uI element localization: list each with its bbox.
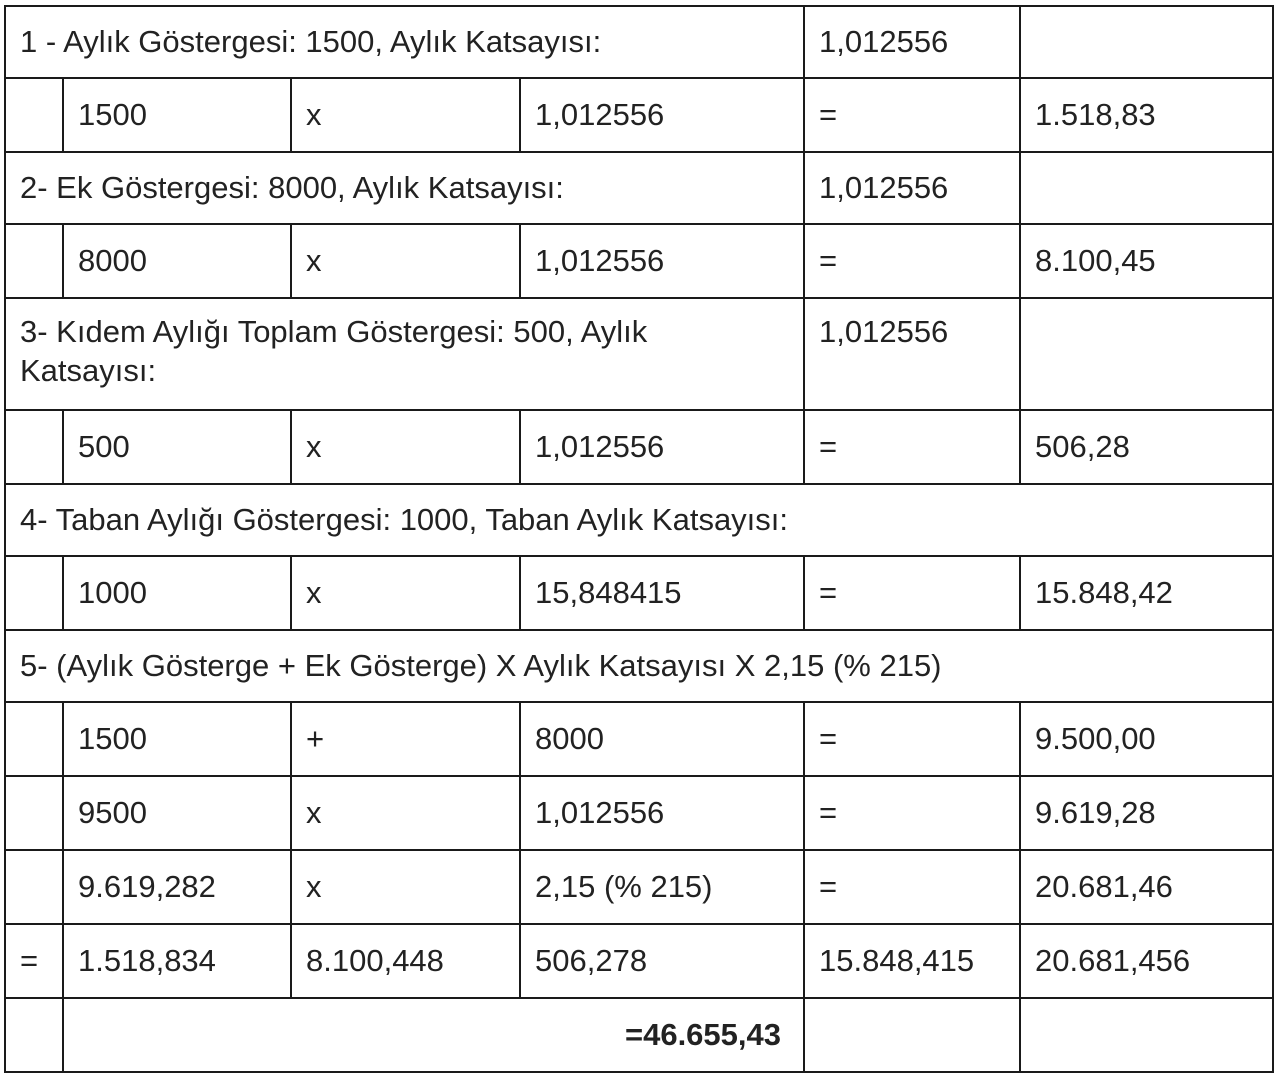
- section-2-coefficient: 1,012556: [804, 152, 1020, 224]
- empty-cell: [1020, 998, 1273, 1072]
- empty-cell: [1020, 298, 1273, 410]
- equals-sign: =: [804, 702, 1020, 776]
- empty-cell: [5, 702, 63, 776]
- section-2-title: 2- Ek Göstergesi: 8000, Aylık Katsayısı:: [5, 152, 804, 224]
- section-5-title: 5- (Aylık Gösterge + Ek Gösterge) X Aylık Katsayısı X 2,15 (% 215): [5, 630, 1273, 702]
- sum-value-2: 8.100,448: [291, 924, 520, 998]
- operand-b: 1,012556: [520, 776, 804, 850]
- result: 506,28: [1020, 410, 1273, 484]
- equals-sign: =: [804, 850, 1020, 924]
- empty-cell: [5, 556, 63, 630]
- empty-cell: [5, 850, 63, 924]
- empty-cell: [5, 998, 63, 1072]
- operand-b: 15,848415: [520, 556, 804, 630]
- result: 9.500,00: [1020, 702, 1273, 776]
- operator: +: [291, 702, 520, 776]
- section-4-header-row: [5, 484, 1273, 556]
- operand-a: 8000: [63, 224, 291, 298]
- sum-value-5: 20.681,456: [1020, 924, 1273, 998]
- sum-value-4: 15.848,415: [804, 924, 1020, 998]
- operator: x: [291, 776, 520, 850]
- operand-a: 1500: [63, 702, 291, 776]
- table-row: [5, 224, 1273, 298]
- table-row: [5, 850, 1273, 924]
- equals-sign: =: [804, 410, 1020, 484]
- sum-row: [5, 924, 1273, 998]
- table-row: [5, 776, 1273, 850]
- section-1-title: 1 - Aylık Göstergesi: 1500, Aylık Katsayısı:: [5, 6, 804, 78]
- operator: x: [291, 850, 520, 924]
- empty-cell: [5, 776, 63, 850]
- grand-total: =46.655,43: [63, 998, 804, 1072]
- operator: x: [291, 224, 520, 298]
- section-4-title: 4- Taban Aylığı Göstergesi: 1000, Taban Aylık Katsayısı:: [5, 484, 1273, 556]
- empty-cell: [804, 998, 1020, 1072]
- operator: x: [291, 410, 520, 484]
- sum-equals-sign: =: [5, 924, 63, 998]
- section-3-coefficient: 1,012556: [804, 298, 1020, 410]
- operand-b: 2,15 (% 215): [520, 850, 804, 924]
- equals-sign: =: [804, 224, 1020, 298]
- operand-b: 8000: [520, 702, 804, 776]
- equals-sign: =: [804, 556, 1020, 630]
- sum-value-3: 506,278: [520, 924, 804, 998]
- equals-sign: =: [804, 776, 1020, 850]
- table-row: [5, 556, 1273, 630]
- table-row: [5, 410, 1273, 484]
- empty-cell: [5, 224, 63, 298]
- operand-a: 1000: [63, 556, 291, 630]
- operator: x: [291, 78, 520, 152]
- section-1-coefficient: 1,012556: [804, 6, 1020, 78]
- operator: x: [291, 556, 520, 630]
- section-3-header-row: [5, 298, 1273, 410]
- empty-cell: [5, 78, 63, 152]
- empty-cell: [1020, 6, 1273, 78]
- operand-a: 1500: [63, 78, 291, 152]
- result: 20.681,46: [1020, 850, 1273, 924]
- section-3-title: 3- Kıdem Aylığı Toplam Göstergesi: 500, Aylık Katsayısı:: [5, 298, 804, 410]
- empty-cell: [5, 410, 63, 484]
- empty-cell: [1020, 152, 1273, 224]
- section-1-header-row: [5, 6, 1273, 78]
- operand-b: 1,012556: [520, 78, 804, 152]
- result: 9.619,28: [1020, 776, 1273, 850]
- section-2-header-row: [5, 152, 1273, 224]
- result: 8.100,45: [1020, 224, 1273, 298]
- salary-calculation-table: [4, 5, 1274, 1073]
- operand-a: 9.619,282: [63, 850, 291, 924]
- result: 1.518,83: [1020, 78, 1273, 152]
- table-row: [5, 702, 1273, 776]
- result: 15.848,42: [1020, 556, 1273, 630]
- operand-b: 1,012556: [520, 224, 804, 298]
- sum-value-1: 1.518,834: [63, 924, 291, 998]
- grand-total-row: [5, 998, 1273, 1072]
- operand-a: 500: [63, 410, 291, 484]
- operand-a: 9500: [63, 776, 291, 850]
- table-row: [5, 78, 1273, 152]
- operand-b: 1,012556: [520, 410, 804, 484]
- section-5-header-row: [5, 630, 1273, 702]
- equals-sign: =: [804, 78, 1020, 152]
